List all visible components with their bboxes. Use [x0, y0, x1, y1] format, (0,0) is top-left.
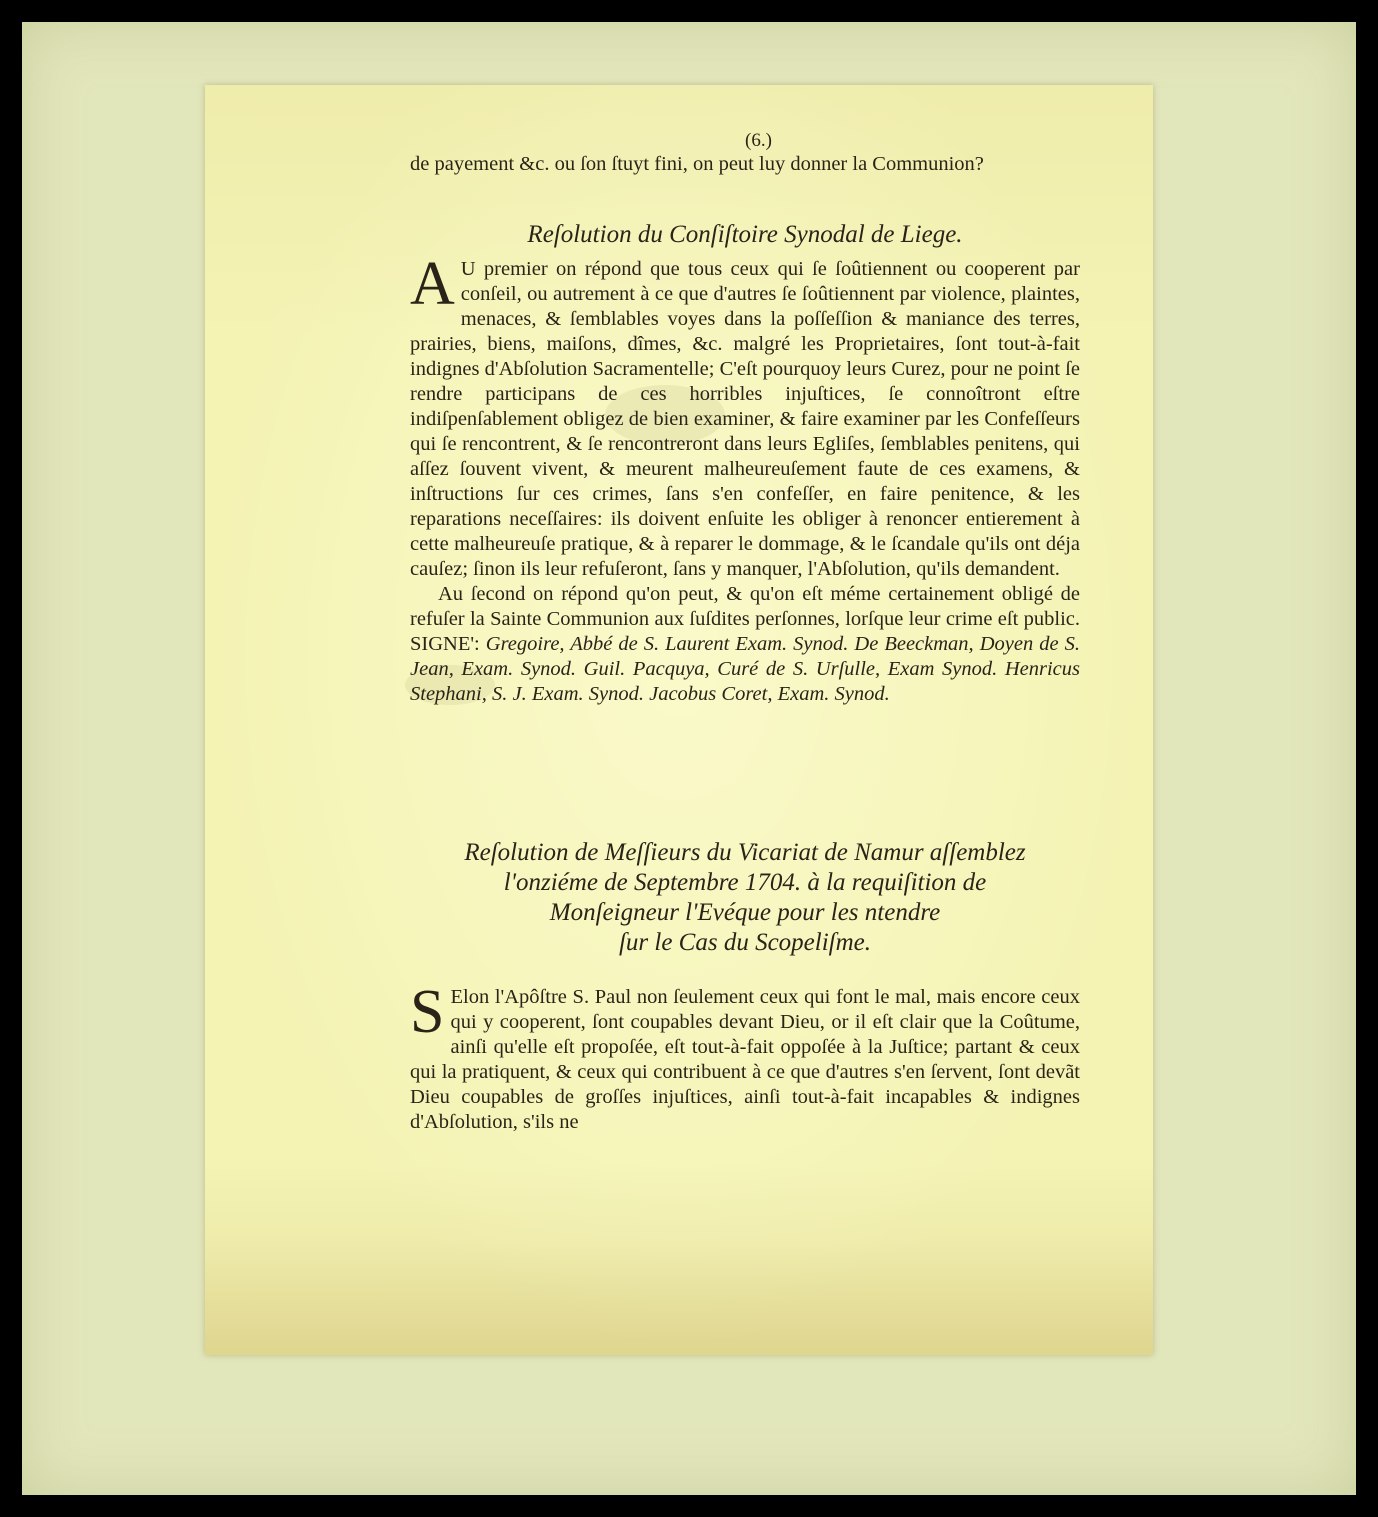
- intro-text: de payement &c. ou ſon ſtuyt fini, on peut luy donner la Communion?: [410, 153, 984, 175]
- document-page: [205, 85, 1153, 1355]
- section2-heading: [410, 838, 1080, 958]
- page-number: (6.): [745, 130, 772, 151]
- dropcap: A: [410, 250, 455, 318]
- signed-label: SIGNE':: [410, 633, 480, 655]
- section2-heading-line-2: l'onziéme de Septembre 1704. à la requiſition de: [503, 869, 987, 896]
- section1-para2-text: Au ſecond on répond qu'on peut, & qu'on eſt méme certainement obligé de refuſer la Sainte Communion aux ſuſdites perſonnes, lorſque leur crime eſt public.: [410, 583, 1080, 630]
- section2-heading-line-4: ſur le Cas du Scopeliſme.: [618, 929, 872, 956]
- section1-body: [410, 250, 1080, 707]
- section2-paragraph-1: [410, 978, 1080, 1135]
- section2-heading-line-3: Monſeigneur l'Evéque pour les ntendre: [549, 899, 941, 926]
- section1-heading: Reſolution du Conſiſtoire Synodal de Liege.: [527, 221, 963, 248]
- section2-body: [410, 978, 1080, 1135]
- section2-para1-text: Elon l'Apôſtre S. Paul non ſeulement ceux qui font le mal, mais encore ceux qui y cooperent, ſont coupables devant Dieu, or il eſt clair que la Coûtume, ainſi qu'elle eſt propoſée, eſt tout-à-fait oppoſée à la Juſtice; partant & ceux qui la pratiquent, & ceux qui contribuent à ce que d'autres s'en ſervent, ſont devãt Dieu coupables de groſſes injuſtices, ainſi tout-à-fait incapables & indignes d'Abſolution, s'ils ne: [410, 986, 1080, 1133]
- section1-paragraph-2: [410, 582, 1080, 707]
- dropcap: S: [410, 978, 445, 1046]
- section1-para1-text: U premier on répond que tous ceux qui ſe ſoûtiennent ou cooperent par conſeil, ou autrement à ce que d'autres ſe ſoûtiennent par violence, plaintes, menaces, & ſemblables voyes dans la poſſeſſion & maniance des terres, prairies, biens, maiſons, dîmes, &c. malgré les Proprietaires, ſont tout-à-fait indignes d'Abſolution Sacramentelle; C'eſt pourquoy leurs Curez, pour ne point ſe rendre participans de ces horribles injuſtices, ſe connoîtront eſtre indiſpenſablement obligez de bien examiner, & faire examiner par les Confeſſeurs qui ſe rencontrent, & ſe rencontreront dans leurs Egliſes, ſemblables penitens, qui aſſez ſouvent vivent, & meurent malheureuſement faute de ces examens, & inſtructions ſur ces crimes, ſans s'en confeſſer, en faire penitence, & les reparations neceſſaires: ils doivent enſuite les obliger à renoncer entierement à cette malheureuſe pratique, & à reparer le dommage, & le ſcandale qu'ils ont déja cauſez; ſinon ils leur refuſeront, ſans y manquer, l'Abſolution, qu'ils demandent.: [410, 258, 1080, 580]
- signatories: Gregoire, Abbé de S. Laurent Exam. Synod. De Beeckman, Doyen de S. Jean, Exam. Synod. Guil. Pacquya, Curé de S. Urſulle, Exam Synod. Henricus Stephani, S. J. Exam. Synod. Jacobus Coret, Exam. Synod.: [410, 633, 1080, 705]
- section1-paragraph-1: [410, 250, 1080, 582]
- section2-heading-line-1: Reſolution de Meſſieurs du Vicariat de Namur aſſemblez: [464, 839, 1026, 866]
